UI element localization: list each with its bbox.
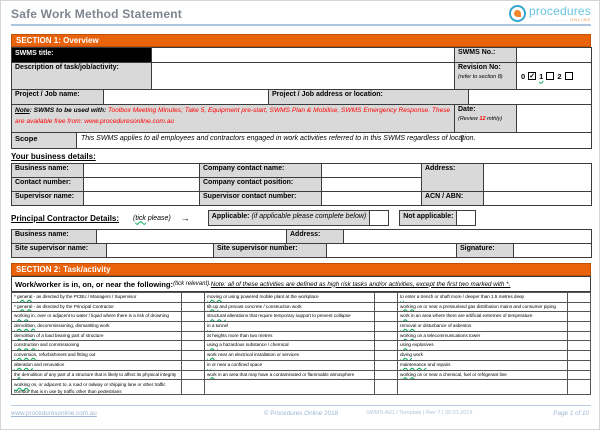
activity-item: the demolition of any part of a structure that is likely to affect its physical integrity	[12, 371, 182, 380]
activity-item: work in an area where there are artificial extremes of temperature	[398, 312, 568, 321]
intro-bold: Work/worker is in, on, or near the following:	[15, 279, 174, 289]
activity-item: using explosives	[398, 341, 568, 350]
activity-item: working on or near a pressurised gas distribution mains and consumer piping	[398, 303, 568, 312]
review-months: 12	[479, 115, 486, 122]
activity-item: working in, over or adjacent to water / liquid where there is a risk of drowning	[12, 312, 182, 321]
project-name-label: Project / Job name:	[12, 90, 104, 104]
title-divider	[11, 24, 591, 26]
revision-options	[517, 63, 592, 89]
footer-doc-meta: SWMS-A01 / Template | Rev 7 | 30.01.2018	[366, 410, 473, 416]
scope-label: Scope	[12, 133, 77, 148]
activity-item: demolition of a load bearing part of structure	[12, 332, 182, 341]
activity-checkbox[interactable]	[568, 293, 591, 302]
company-contact-name-input[interactable]	[322, 164, 422, 177]
activity-row	[12, 293, 591, 303]
date-label: Date: (Review 12 mthly)	[455, 105, 517, 132]
activity-checkbox[interactable]	[568, 341, 591, 350]
supervisor-name-label: Supervisor name:	[12, 192, 84, 205]
procedures-logo	[509, 4, 591, 22]
intro-tick-relevant: (tick relevant).	[173, 281, 211, 287]
activity-item: conversion, refurbishment and fitting out	[12, 351, 182, 360]
not-applicable-label: Not applicable:	[400, 211, 457, 225]
activity-row	[12, 322, 591, 332]
overview-table	[11, 47, 592, 149]
activity-item	[205, 380, 375, 394]
activity-checkbox[interactable]	[568, 351, 591, 360]
acn-abn-label: ACN / ABN:	[422, 192, 484, 205]
acn-abn-input[interactable]	[484, 192, 592, 205]
section2-header: SECTION 2: Task/activity	[11, 263, 591, 276]
activity-item: work near an electrical installation or services	[205, 351, 375, 360]
activity-checkbox[interactable]	[182, 293, 205, 302]
swms-title-label: SWMS title:	[12, 48, 152, 62]
activity-row	[12, 380, 591, 395]
activity-checkbox[interactable]	[375, 380, 398, 394]
activity-checkbox[interactable]	[182, 341, 205, 350]
note-text: Note: SWMS to be used with: Toolbox Meeting Minutes; Take 5, Equipment pre-start, SWMS Plan & Mobilise, SWMS Emergency Response. These are available free from: www.proceduresonline.com.au	[12, 105, 455, 132]
not-applicable-group	[399, 210, 476, 226]
activity-item	[398, 380, 568, 394]
revision-checkbox-0[interactable]: ✓	[529, 73, 536, 80]
activity-checkbox[interactable]	[375, 371, 398, 380]
arrow-icon: →	[180, 213, 190, 223]
site-supervisor-number-input[interactable]	[327, 244, 457, 257]
section1-header: SECTION 1: Overview	[11, 34, 591, 47]
activity-item: removal or disturbance of asbestos	[398, 322, 568, 331]
activity-row	[12, 351, 591, 361]
signature-label: Signature:	[457, 244, 514, 257]
revision-option-0: 0	[521, 71, 526, 81]
tick-please-text: (tick please)	[133, 214, 171, 222]
page-title: Safe Work Method Statement	[11, 7, 183, 21]
applicable-checkbox[interactable]	[370, 211, 388, 225]
pc-business-name-input[interactable]	[97, 230, 287, 243]
applicable-label: Applicable: (if applicable please complete below)	[209, 211, 370, 225]
activity-row	[12, 332, 591, 342]
description-label: Description of task/job/activity:	[12, 63, 152, 89]
swms-title-input[interactable]	[152, 48, 455, 62]
activity-checkbox[interactable]	[182, 371, 205, 380]
logo-wordmark: procedures	[528, 4, 591, 18]
company-contact-position-label: Company contact position:	[200, 178, 322, 191]
activity-checkbox[interactable]	[182, 351, 205, 360]
activity-checkbox[interactable]	[375, 322, 398, 331]
business-details-heading: Your business details:	[11, 152, 96, 161]
business-name-label: Business name:	[12, 164, 84, 177]
text-cursor	[460, 129, 467, 140]
activity-checkbox[interactable]	[182, 312, 205, 321]
activity-row	[12, 312, 591, 322]
logo-subtext: - - - - - - - ONLINE	[539, 17, 591, 22]
project-address-label: Project / Job address or location:	[269, 90, 469, 104]
revision-checkbox-2[interactable]	[565, 72, 573, 80]
activity-item: structural alterations that require temporary support to prevent collapse	[205, 312, 375, 321]
section2-intro	[11, 276, 591, 292]
revision-option-2: 2	[557, 71, 562, 81]
contact-number-input[interactable]	[84, 178, 200, 191]
principal-contractor-row	[11, 210, 591, 226]
swms-no-label: SWMS No.:	[455, 48, 517, 62]
activity-item: in or near a confined space	[205, 361, 375, 370]
activity-checkbox[interactable]	[182, 380, 205, 394]
pc-address-input[interactable]	[344, 230, 592, 243]
revision-sublabel: (refer to section 8)	[458, 73, 503, 80]
revision-checkbox-1[interactable]	[546, 72, 554, 80]
activity-checkbox[interactable]	[375, 361, 398, 370]
activity-item: * general - as directed by the Principal Contractor	[12, 303, 182, 312]
scope-text: This SWMS applies to all employees and contractors engaged in work activities referred to in this SWMS regardless of location.	[77, 133, 592, 148]
activity-item: moving or using powered mobile plant at the workplace	[205, 293, 375, 302]
project-address-input[interactable]	[469, 90, 592, 104]
revision-option-1: 1	[539, 71, 544, 81]
company-contact-position-input[interactable]	[322, 178, 422, 191]
activity-checkbox[interactable]	[375, 351, 398, 360]
note-word: Note	[15, 107, 30, 114]
activity-checkbox[interactable]	[568, 322, 591, 331]
business-details-table	[11, 163, 592, 206]
principal-contractor-table	[11, 229, 592, 258]
activity-item: working on a telecommunications tower	[398, 332, 568, 341]
swms-no-input[interactable]	[517, 48, 592, 62]
note-red-text: Toolbox Meeting Minutes; Take 5, Equipment pre-start, SWMS Plan & Mobilise, SWMS Emergency Response. These are available free from: www.proceduresonline.com.au	[15, 107, 451, 125]
footer-copyright: © Procedures Online 2018	[263, 410, 339, 417]
activity-item: maintenance and repairs	[398, 361, 568, 370]
date-sublabel: (Review 12 mthly)	[458, 115, 503, 122]
activity-row	[12, 361, 591, 371]
activity-item: demolition, decommissioning, dismantling work	[12, 322, 182, 331]
date-input[interactable]	[517, 105, 592, 132]
activity-item: diving work	[398, 351, 568, 360]
not-applicable-checkbox[interactable]	[457, 211, 475, 225]
supervisor-contact-number-label: Supervisor contact number:	[200, 192, 322, 205]
activity-row	[12, 303, 591, 313]
activity-item: working on, or adjacent to, a road or railway or shipping lane or other traffic corridor that is in use by traffic other than pedestrians	[12, 380, 182, 394]
activity-item: at heights more than two metres	[205, 332, 375, 341]
site-supervisor-name-label: Site supervisor name:	[12, 244, 107, 257]
contact-number-label: Contact number:	[12, 178, 84, 191]
principal-contractor-heading: Principal Contractor Details:	[11, 213, 120, 223]
activity-item: in a tunnel	[205, 322, 375, 331]
activity-item: using a hazardous substance / chemical	[205, 341, 375, 350]
business-name-input[interactable]	[84, 164, 200, 177]
activity-checkbox[interactable]	[568, 312, 591, 321]
activity-item: * general - as directed by the PCBU / Managers / Supervisor	[12, 293, 182, 302]
address-label: Address:	[422, 164, 484, 191]
intro-note: Note: all of these activities are defined as high risk tasks and/or activities, except the first two marked with *.	[210, 280, 511, 288]
address-input[interactable]	[484, 164, 592, 191]
activity-row	[12, 371, 591, 381]
activity-row	[12, 341, 591, 351]
procedures-logo-icon	[509, 5, 526, 22]
activity-checkbox[interactable]	[375, 293, 398, 302]
activity-checkbox[interactable]	[375, 341, 398, 350]
footer-page-number: Page 1 of 10	[553, 410, 589, 417]
site-supervisor-name-input[interactable]	[107, 244, 214, 257]
activity-item: alteration and renovation	[12, 361, 182, 370]
activity-checkbox[interactable]	[568, 371, 591, 380]
pc-business-name-label: Business name:	[12, 230, 97, 243]
supervisor-contact-number-input[interactable]	[322, 192, 422, 205]
revision-label: Revision No: (refer to section 8)	[455, 63, 517, 89]
footer-divider	[11, 405, 591, 406]
supervisor-name-input[interactable]	[84, 192, 200, 205]
activity-checkbox[interactable]	[568, 332, 591, 341]
footer-link[interactable]: www.proceduresonline.com.au	[11, 410, 97, 417]
activity-checkbox[interactable]	[375, 332, 398, 341]
description-input[interactable]	[152, 63, 455, 89]
applicable-group	[208, 210, 389, 226]
activity-checkbox[interactable]	[568, 361, 591, 370]
company-contact-name-label: Company contact name:	[200, 164, 322, 177]
activity-checkbox[interactable]	[375, 303, 398, 312]
activity-item: tilt-up and precast concrete / construction work	[205, 303, 375, 312]
activity-item: working on or near a chemical, fuel or refrigerant line	[398, 371, 568, 380]
activity-item: work in an area that may have a contaminated or flammable atmosphere	[205, 371, 375, 380]
activity-item: to enter a trench or shaft more / deeper than 1.5 metres deep	[398, 293, 568, 302]
activity-checkbox[interactable]	[568, 380, 591, 394]
activity-item: construction and commissioning	[12, 341, 182, 350]
project-name-input[interactable]	[104, 90, 269, 104]
activity-checkbox[interactable]	[375, 312, 398, 321]
pc-address-label: Address:	[287, 230, 344, 243]
activities-table	[11, 292, 591, 395]
activity-checkbox[interactable]	[182, 332, 205, 341]
activity-checkbox[interactable]	[182, 303, 205, 312]
site-supervisor-number-label: Site supervisor number:	[214, 244, 327, 257]
activity-checkbox[interactable]	[182, 322, 205, 331]
signature-input[interactable]	[514, 244, 592, 257]
activity-checkbox[interactable]	[182, 361, 205, 370]
activity-checkbox[interactable]	[568, 303, 591, 312]
